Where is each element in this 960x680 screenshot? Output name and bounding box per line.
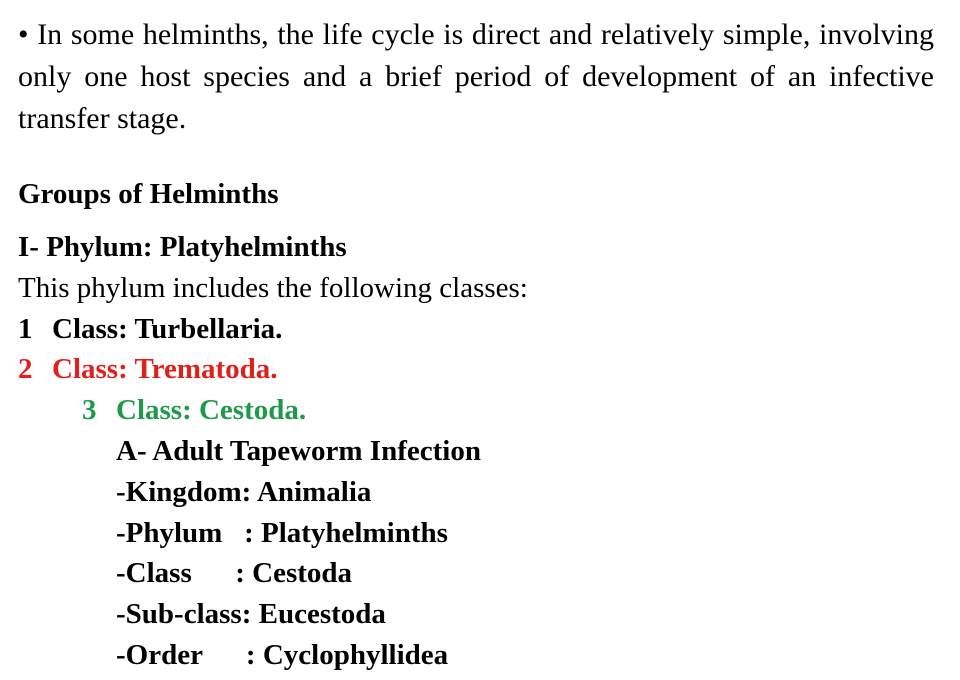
class-label: Class: Trematoda.: [52, 353, 278, 385]
class-number: 3: [82, 394, 97, 426]
phylum-description: This phylum includes the following classes:: [18, 272, 528, 304]
bullet-icon: •: [18, 18, 29, 51]
class-item-turbellaria: [18, 311, 282, 347]
taxonomy-order: -Order : Cyclophyllidea: [116, 639, 449, 671]
groups-heading: Groups of Helminths: [18, 178, 279, 210]
class-item-cestoda: [82, 392, 306, 428]
tapeworm-heading: A- Adult Tapeworm Infection: [116, 435, 481, 467]
taxonomy-subclass: -Sub-class: Eucestoda: [116, 598, 386, 630]
taxonomy-phylum: -Phylum : Platyhelminths: [116, 517, 448, 549]
class-item-trematoda: [18, 351, 278, 387]
class-number: 1: [18, 313, 33, 345]
taxonomy-kingdom: -Kingdom: Animalia: [116, 476, 372, 508]
phylum-heading: I- Phylum: Platyhelminths: [18, 231, 347, 263]
intro-text: In some helminths, the life cycle is direct and relatively simple, involving only one host species and a brief period of development of an infective transfer stage.: [18, 18, 934, 135]
taxonomy-class: -Class : Cestoda: [116, 557, 353, 589]
class-label: Class: Turbellaria.: [52, 313, 283, 345]
class-number: 2: [18, 353, 33, 385]
intro-paragraph: [18, 14, 934, 140]
class-label: Class: Cestoda.: [116, 394, 307, 426]
